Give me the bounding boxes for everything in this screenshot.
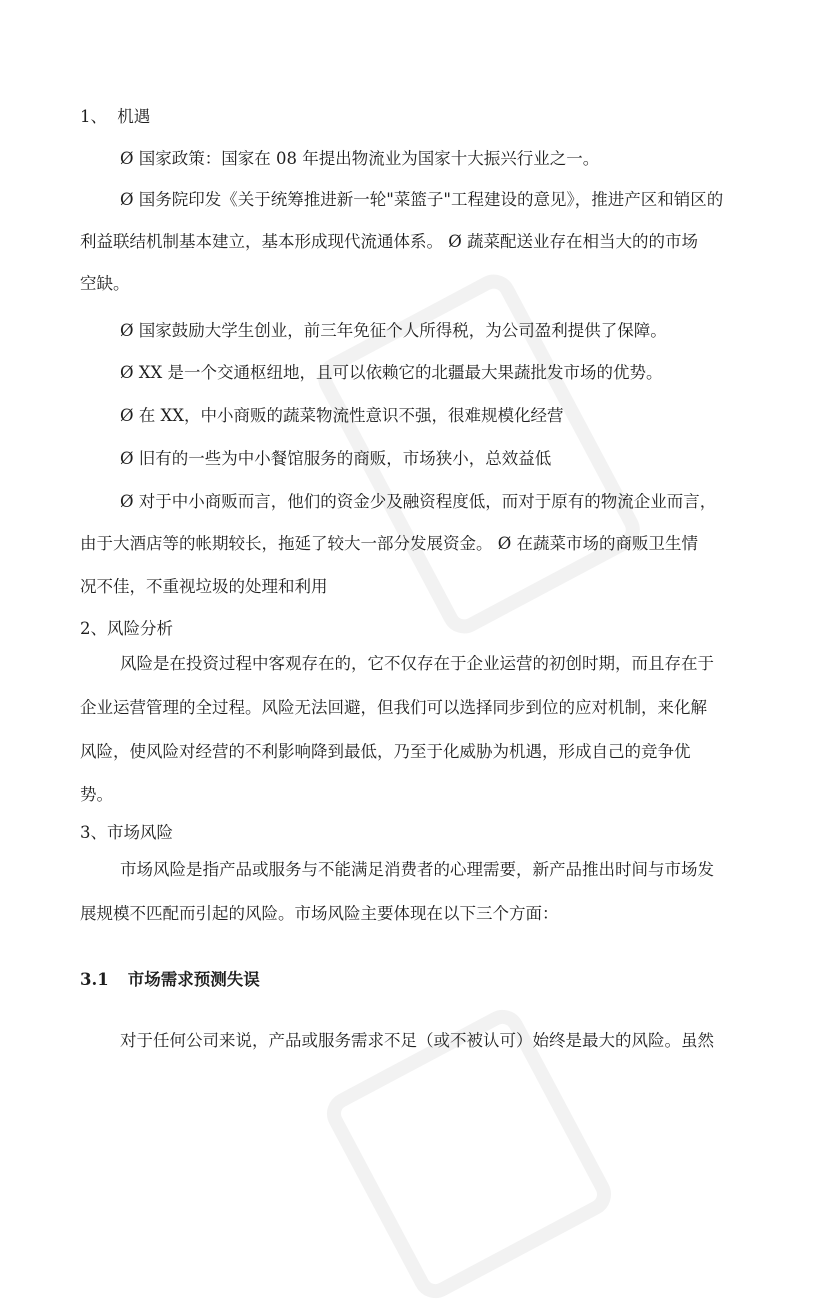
paragraph-line: 风险是在投资过程中客观存在的，它不仅存在于企业运营的初创时期，而且存在于 [120,654,714,673]
bullet-item-continued: 空缺。 [80,274,130,293]
bullet-item: Ø 国家鼓励大学生创业，前三年免征个人所得税，为公司盈利提供了保障。 [120,321,667,340]
section-title: 机遇 [117,107,151,126]
bullet-item: Ø 国务院印发《关于统筹推进新一轮"菜篮子"工程建设的意见》，推进产区和销区的 [120,190,724,209]
section-number: 1、 [80,107,107,126]
bullet-item: Ø 旧有的一些为中小餐馆服务的商贩，市场狭小，总效益低 [120,449,552,468]
bullet-item-continued: 况不佳，不重视垃圾的处理和利用 [80,577,328,596]
bullet-item: Ø 对于中小商贩而言，他们的资金少及融资程度低，而对于原有的物流企业而言， [120,492,717,511]
paragraph-line: 风险，使风险对经营的不利影响降到最低，乃至于化威胁为机遇，形成自己的竞争优 [80,742,691,761]
paragraph-line: 对于任何公司来说，产品或服务需求不足（或不被认可）始终是最大的风险。虽然 [120,1031,714,1050]
section-heading: 3、市场风险 [80,823,173,842]
subsection-title: 市场需求预测失误 [127,970,260,989]
paragraph-line: 企业运营管理的全过程。风险无法回避，但我们可以选择同步到位的应对机制，来化解 [80,698,707,717]
paragraph-line: 势。 [80,785,113,804]
paragraph-line: 市场风险是指产品或服务与不能满足消费者的心理需要，新产品推出时间与市场发 [120,860,714,879]
subsection-heading [80,969,760,991]
bullet-item-continued: 利益联结机制基本建立，基本形成现代流通体系。 Ø 蔬菜配送业存在相当大的的市场 [80,232,699,251]
section-heading: 2、风险分析 [80,619,173,638]
bullet-item: Ø 国家政策：国家在 08 年提出物流业为国家十大振兴行业之一。 [120,149,600,168]
section-heading [80,106,760,128]
bullet-item: Ø XX 是一个交通枢纽地，且可以依赖它的北疆最大果蔬批发市场的优势。 [120,363,663,382]
paragraph-line: 展规模不匹配而引起的风险。市场风险主要体现在以下三个方面： [80,904,559,923]
bullet-item: Ø 在 XX，中小商贩的蔬菜物流性意识不强，很难规模化经营 [120,406,564,425]
subsection-number: 3.1 [80,970,109,989]
bullet-item-continued: 由于大酒店等的帐期较长，拖延了较大一部分发展资金。 Ø 在蔬菜市场的商贩卫生情 [80,534,699,553]
